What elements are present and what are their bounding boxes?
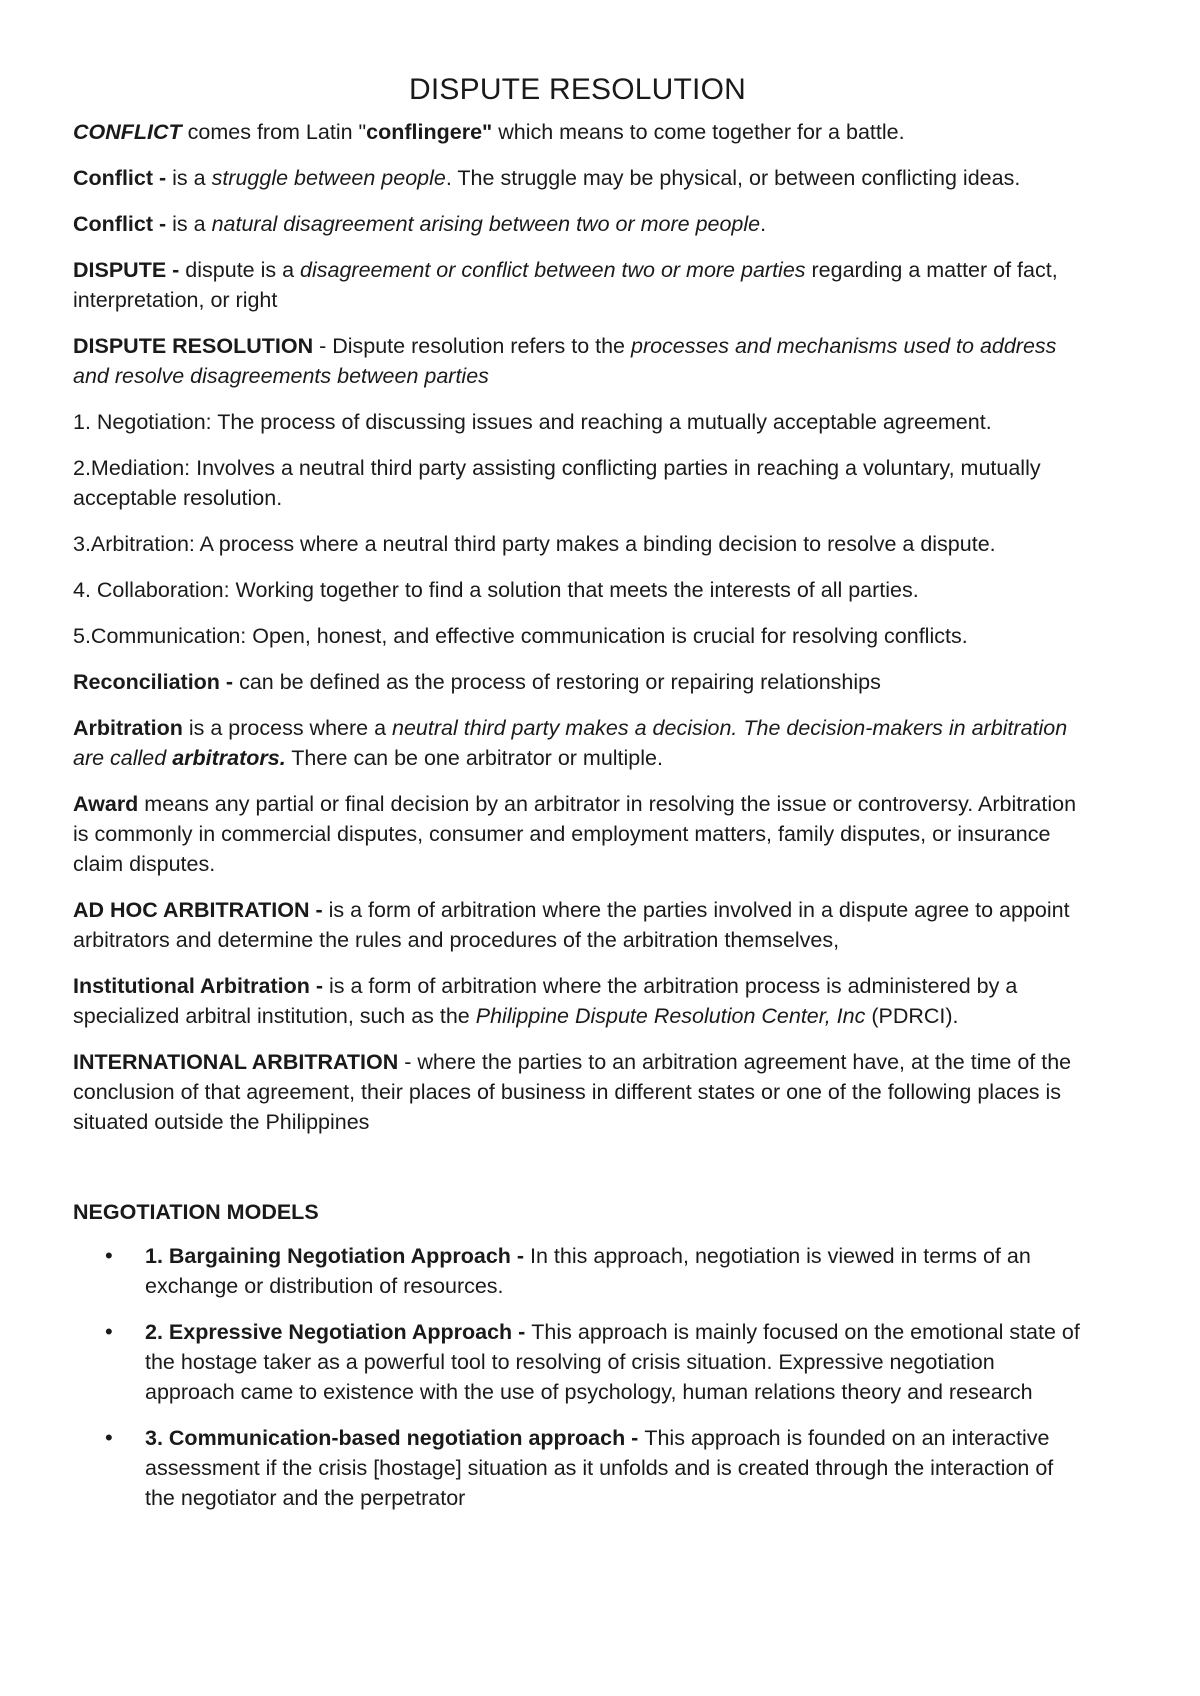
paragraph-award-def: Award means any partial or final decision by an arbitrator in resolving the issue or controversy. Arbitration is commonly in commercial disputes, consumer and employment matters, family disputes, or insurance claim disputes. <box>73 792 1077 876</box>
paragraph-conflict-def-2: Conflict - is a natural disagreement arising between two or more people. <box>73 212 767 236</box>
list-item-communication: 5.Communication: Open, honest, and effective communication is crucial for resolving conflicts. <box>73 624 968 648</box>
section-spacer <box>73 1153 1082 1197</box>
list-item-collaboration: 4. Collaboration: Working together to find a solution that meets the interests of all parties. <box>73 578 919 602</box>
term-conflict: Conflict - <box>73 212 173 236</box>
bullet-icon: • <box>105 1425 113 1450</box>
list-item-arbitration: 3.Arbitration: A process where a neutral third party makes a binding decision to resolve a dispute. <box>73 532 996 556</box>
paragraph-conflict-origin: CONFLICT comes from Latin "conflingere" which means to come together for a battle. <box>73 120 905 144</box>
paragraph-reconciliation-def: Reconciliation - can be defined as the process of restoring or repairing relationships <box>73 670 881 694</box>
list-item: • 1. Bargaining Negotiation Approach - In this approach, negotiation is viewed in terms of an exchange or distribution of resources. <box>105 1243 1031 1298</box>
paragraph-dispute-def: DISPUTE - dispute is a disagreement or conflict between two or more parties regarding a matter of fact, interpretation, or right <box>73 258 1058 312</box>
term-conflict: Conflict - <box>73 166 173 190</box>
paragraph-conflict-def-1: Conflict - is a struggle between people. The struggle may be physical, or between conflicting ideas. <box>73 166 1021 190</box>
term-conflict-caps: CONFLICT <box>73 120 182 144</box>
negotiation-models-list <box>73 1241 1082 1513</box>
term-award: Award <box>73 792 139 816</box>
paragraph-arbitration-def: Arbitration is a process where a neutral third party makes a decision. The decision-makers in arbitration are called arbitrators. There can be one arbitrator or multiple. <box>73 716 1068 770</box>
list-item: • 3. Communication-based negotiation approach - This approach is founded on an interactive assessment if the crisis [hostage] situation as it unfolds and is created through the interaction of the negotiator and the perpetrator <box>105 1425 1054 1510</box>
paragraph-institutional-def: Institutional Arbitration - is a form of arbitration where the arbitration process is administered by a specialized arbitral institution, such as the Philippine Dispute Resolution Center, Inc (PDRCI). <box>73 974 1018 1028</box>
paragraph-dispute-resolution-def: DISPUTE RESOLUTION - Dispute resolution refers to the processes and mechanisms used to address and resolve disagreements between parties <box>73 334 1057 388</box>
term-dispute-resolution: DISPUTE RESOLUTION <box>73 334 314 358</box>
section-heading-negotiation-models: NEGOTIATION MODELS <box>73 1200 319 1224</box>
term-reconciliation: Reconciliation - <box>73 670 240 694</box>
term-international-arbitration: INTERNATIONAL ARBITRATION <box>73 1050 399 1074</box>
term-arbitration: Arbitration <box>73 716 183 740</box>
paragraph-international-def: INTERNATIONAL ARBITRATION - where the parties to an arbitration agreement have, at the time of the conclusion of that agreement, their places of business in different states or one of the following places is situated outside the Philippines <box>73 1050 1072 1134</box>
list-item-negotiation: 1. Negotiation: The process of discussing issues and reaching a mutually acceptable agreement. <box>73 410 992 434</box>
page-title: DISPUTE RESOLUTION <box>409 73 746 106</box>
term-dispute: DISPUTE - <box>73 258 186 282</box>
term-institutional-arbitration: Institutional Arbitration - <box>73 974 329 998</box>
list-item: • 2. Expressive Negotiation Approach - This approach is mainly focused on the emotional state of the hostage taker as a powerful tool to resolving of crisis situation. Expressive negotiation approach came to existence with the use of psychology, human relations theory and research <box>105 1319 1080 1404</box>
term-arbitrators: arbitrators. <box>172 746 286 770</box>
term-ad-hoc-arbitration: AD HOC ARBITRATION - <box>73 898 329 922</box>
bullet-icon: • <box>105 1243 113 1268</box>
paragraph-ad-hoc-def: AD HOC ARBITRATION - is a form of arbitration where the parties involved in a dispute agree to appoint arbitrators and determine the rules and procedures of the arbitration themselves, <box>73 898 1070 952</box>
bullet-icon: • <box>105 1319 113 1344</box>
list-item-mediation: 2.Mediation: Involves a neutral third party assisting conflicting parties in reaching a voluntary, mutually acceptable resolution. <box>73 456 1041 510</box>
